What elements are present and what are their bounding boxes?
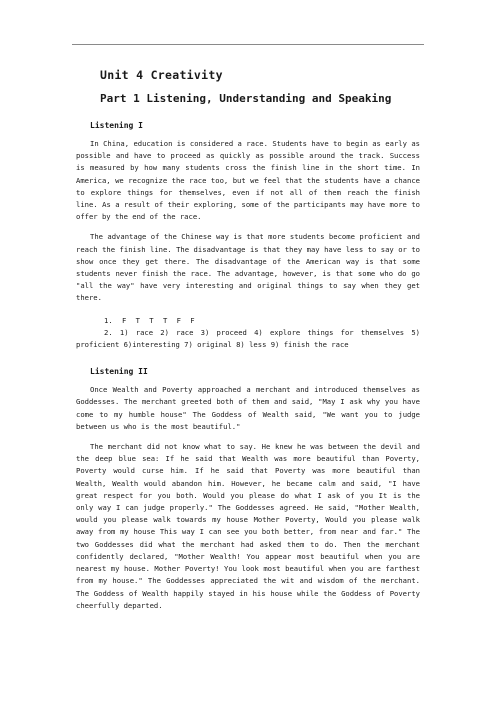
listening-1-paragraph-2: The advantage of the Chinese way is that more students become proficient and reach the finish line. The disadvantage is that they may have less to say or to show once they get there. The disadvantage of the American way is that some students never finish the race. The advantage, however, is that some who do go "all the way" have very interesting and original things to say when they get there. [76,232,420,303]
document-page [76,60,420,612]
unit-title: Unit 4 Creativity [100,68,223,82]
listening-2-paragraph-2: The merchant did not know what to say. He knew he was between the devil and the deep blue sea: If he said that Wealth was more beautiful than Poverty, Poverty would curse him. If he said that Poverty was more beautiful than Wealth, Wealth would abandon him. However, he became calm and said, "I have great respect for you both. Would you please do what I ask of you It is the only way I can judge properly." The Goddesses agreed. He said, "Mother Wealth, would you please walk towards my house Mother Poverty, Would you please walk away from my house This way I can see you both better, from near and far." The two Goddesses did what the merchant had asked them to do. Then the merchant confidently declared, "Mother Wealth! You appear most beautiful when you are nearest my house. Mother Poverty! You look most beautiful when you are farthest from my house." The Goddesses appreciated the wit and wisdom of the merchant. The Goddess of Wealth happily stayed in his house while the Goddess of Poverty cheerfully departed. [76,442,420,610]
answers-line-1: 1. F T T T F F [104,315,195,325]
part-title: Part 1 Listening, Understanding and Speaking [100,92,392,105]
answer-block [76,315,420,352]
listening-1-heading: Listening I [90,121,143,130]
listening-2-heading: Listening II [90,367,148,377]
listening-1-paragraph-1: In China, education is considered a race. Students have to begin as early as possible and have to proceed as quickly as possible around the track. Success is measured by how many students cross the finish line in the short time. In America, we recognize the race too, but we feel that the students have a chance to explore things for themselves, even if not all of them reach the finish line. As a result of their exploring, some of the participants may have more to offer by the end of the race. [76,139,420,222]
listening-2-paragraph-1: Once Wealth and Poverty approached a merchant and introduced themselves as Goddesses. The merchant greeted both of them and said, "May I ask why you have come to my humble house" The Goddess of Wealth said, "We want you to judge between us who is the most beautiful." [76,385,420,431]
answers-line-2: 2. 1) race 2) race 3) proceed 4) explore things for themselves 5) proficient 6)interesting 7) original 8) less 9) finish the race [76,327,420,350]
header-rule [72,44,424,45]
